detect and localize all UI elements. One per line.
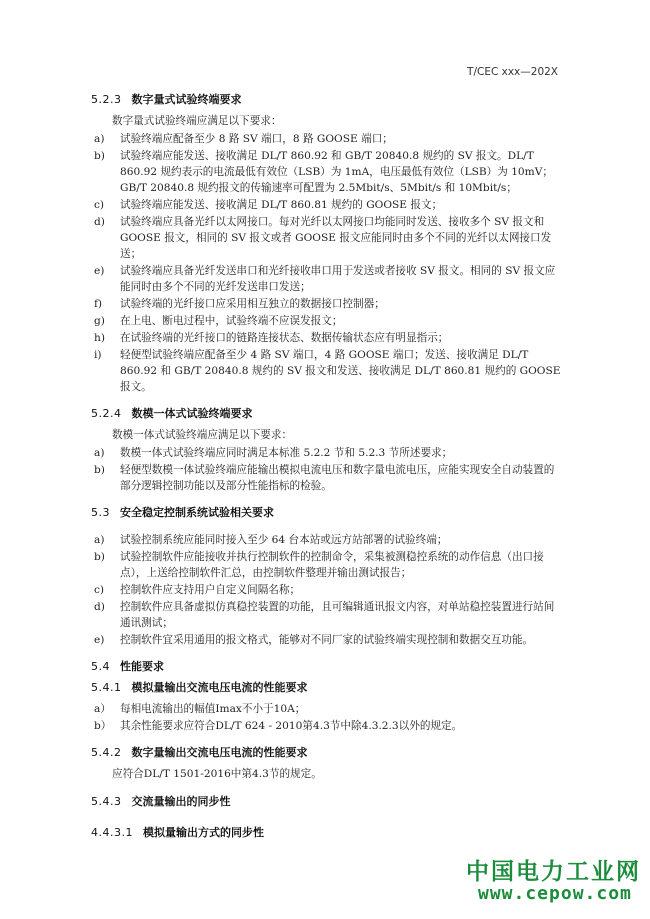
list-5-2-3	[92, 131, 562, 395]
list-item-marker: i)	[94, 349, 102, 361]
list-item-text: 在试验终端的光纤接口的链路连接状态、数据传输状态应有明显指示；	[120, 332, 449, 344]
list-item-marker: b)	[94, 464, 105, 476]
list-item-text: 每相电流输出的幅值Imax不小于10A；	[120, 703, 306, 715]
list-item-text: 轻便型试验终端应配备至少 4 路 SV 端口，4 路 GOOSE 端口；发送、接收满足 DL/T 860.92 和 GB/T 20840.8 规约的 SV 报文和发送、接收满足 DL/T 860.81 规约的 GOOSE 报文。	[120, 349, 561, 393]
section-title: 数字量式试验终端要求	[131, 93, 242, 106]
list-item-text: 控制软件宜采用通用的报文格式，能够对不同厂家的试验终端实现控制和数据交互功能。	[120, 634, 534, 646]
watermark-site-url[interactable]: www.cepow.com	[478, 883, 632, 904]
list-item-marker: c)	[94, 584, 105, 596]
section-heading-5-4	[91, 659, 562, 675]
list-item-marker: c)	[94, 199, 105, 211]
list-item-marker: e)	[94, 634, 105, 646]
section-title: 安全稳定控制系统试验相关要求	[120, 506, 274, 519]
list-item-text: 试验终端应能发送、接收满足 DL/T 860.92 和 GB/T 20840.8 规约的 SV 报文。DL/T 860.92 规约表示的电流最低有效位（LSB）为 1mA，电压最低有效位（LSB）为 10mV；GB/T 20840.8 规约报文的传输速率可配置为 2.5Mbit/s、5Mbit/s 和 10Mbit/s；	[120, 150, 553, 194]
list-item-marker: e)	[94, 265, 105, 277]
section-heading-5-4-3	[91, 794, 562, 810]
section-heading-5-4-2	[91, 745, 562, 761]
list-item-marker: a)	[94, 133, 105, 145]
section-heading-5-2-4	[91, 406, 562, 422]
list-item-marker: a)	[94, 447, 105, 459]
list-item	[92, 313, 562, 329]
list-item-marker: b）	[94, 720, 112, 732]
list-item	[92, 599, 562, 631]
section-title: 数模一体式试验终端要求	[131, 407, 253, 420]
list-item	[92, 263, 562, 295]
section-intro: 数字量式试验终端应满足以下要求：	[112, 115, 282, 127]
list-5-2-4	[92, 445, 562, 494]
watermark-site-name: 中国电力工业网	[466, 859, 641, 885]
list-item-marker: g)	[94, 315, 105, 327]
list-item	[92, 197, 562, 213]
list-item	[92, 296, 562, 312]
list-item	[92, 582, 562, 598]
document-body	[92, 88, 562, 846]
list-item-text: 控制软件应支持用户自定义间隔名称；	[120, 584, 301, 596]
list-item	[92, 131, 562, 147]
section-number: 5.4.3	[91, 795, 122, 808]
section-title: 交流量输出的同步性	[131, 795, 231, 808]
list-item	[92, 330, 562, 346]
section-title: 模拟量输出交流电压电流的性能要求	[131, 681, 308, 694]
list-item-text: 数模一体式试验终端应同时满足本标准 5.2.2 节和 5.2.3 节所述要求；	[120, 447, 453, 459]
section-text: 应符合DL/T 1501-2016中第4.3节的规定。	[112, 768, 322, 780]
list-item	[92, 462, 562, 494]
list-item-text: 试验终端应具备光纤发送串口和光纤接收串口用于发送或者接收 SV 报文。相同的 SV 报文应能同时由多个不同的光纤发送串口发送；	[120, 265, 556, 293]
list-item	[92, 701, 562, 717]
list-item-marker: f)	[94, 298, 103, 310]
list-item-marker: a）	[94, 703, 111, 715]
list-item-text: 试验控制软件应能接收并执行控制软件的控制命令，采集被测稳控系统的动作信息（出口接点），上送给控制软件汇总，由控制软件整理并输出测试报告；	[120, 551, 544, 579]
list-item-text: 在上电、断电过程中，试验终端不应误发报文；	[120, 315, 343, 327]
section-intro: 数模一体式试验终端应满足以下要求：	[112, 429, 293, 441]
list-item-text: 试验终端应能发送、接收满足 DL/T 860.81 规约的 GOOSE 报文；	[120, 199, 443, 211]
list-item-text: 轻便型数模一体试验终端应能输出模拟电流电压和数字量电流电压，应能实现安全自动装置的部分逻辑控制功能以及部分性能指标的检验。	[120, 464, 555, 492]
section-heading-4-4-3-1	[91, 825, 562, 841]
list-item	[92, 549, 562, 581]
list-item-text: 试验终端应具备光纤以太网接口。每对光纤以太网接口均能同时发送、接收多个 SV 报文和 GOOSE 报文，相同的 SV 报文或者 GOOSE 报文应能同时由多个不同的光纤以太网接口发送；	[120, 216, 552, 260]
list-item-marker: h)	[94, 332, 105, 344]
list-item-text: 控制软件应具备虚拟仿真稳控装置的功能，且可编辑通讯报文内容，对单站稳控装置进行站间通讯测试；	[120, 601, 555, 629]
section-heading-5-4-1	[91, 680, 562, 696]
list-item-text: 试验终端的光纤接口应采用相互独立的数据接口控制器；	[120, 298, 385, 310]
list-item-marker: b)	[94, 551, 105, 563]
list-item-marker: d)	[94, 216, 105, 228]
section-heading-5-2-3	[91, 92, 562, 108]
list-item	[92, 632, 562, 648]
section-number: 5.2.3	[91, 93, 122, 106]
section-number: 4.4.3.1	[91, 826, 133, 839]
section-number: 5.4.1	[91, 681, 122, 694]
list-5-3	[92, 532, 562, 648]
list-item-text: 试验控制系统应能同时接入至少 64 台本站或远方站部署的试验终端；	[120, 534, 448, 546]
section-number: 5.2.4	[91, 407, 122, 420]
section-title: 模拟量输出方式的同步性	[142, 826, 264, 839]
list-item	[92, 148, 562, 196]
section-title: 数字量输出交流电压电流的性能要求	[131, 746, 308, 759]
list-item-marker: d)	[94, 601, 105, 613]
list-item	[92, 718, 562, 734]
section-heading-5-3	[91, 505, 562, 521]
section-number: 5.3	[91, 506, 110, 519]
list-item-text: 试验终端应配备至少 8 路 SV 端口，8 路 GOOSE 端口；	[120, 133, 393, 145]
list-5-4-1	[92, 701, 562, 734]
list-item-marker: a)	[94, 534, 105, 546]
section-title: 性能要求	[120, 660, 164, 673]
section-number: 5.4	[91, 660, 110, 673]
section-number: 5.4.2	[91, 746, 122, 759]
list-item-text: 其余性能要求应符合DL/T 624 - 2010第4.3节中除4.3.2.3以外的规定。	[120, 720, 463, 732]
document-id-header: T/CEC xxx—202X	[467, 66, 558, 78]
list-item	[92, 532, 562, 548]
list-item	[92, 214, 562, 262]
list-item-marker: b)	[94, 150, 105, 162]
list-item	[92, 347, 562, 395]
list-item	[92, 445, 562, 461]
